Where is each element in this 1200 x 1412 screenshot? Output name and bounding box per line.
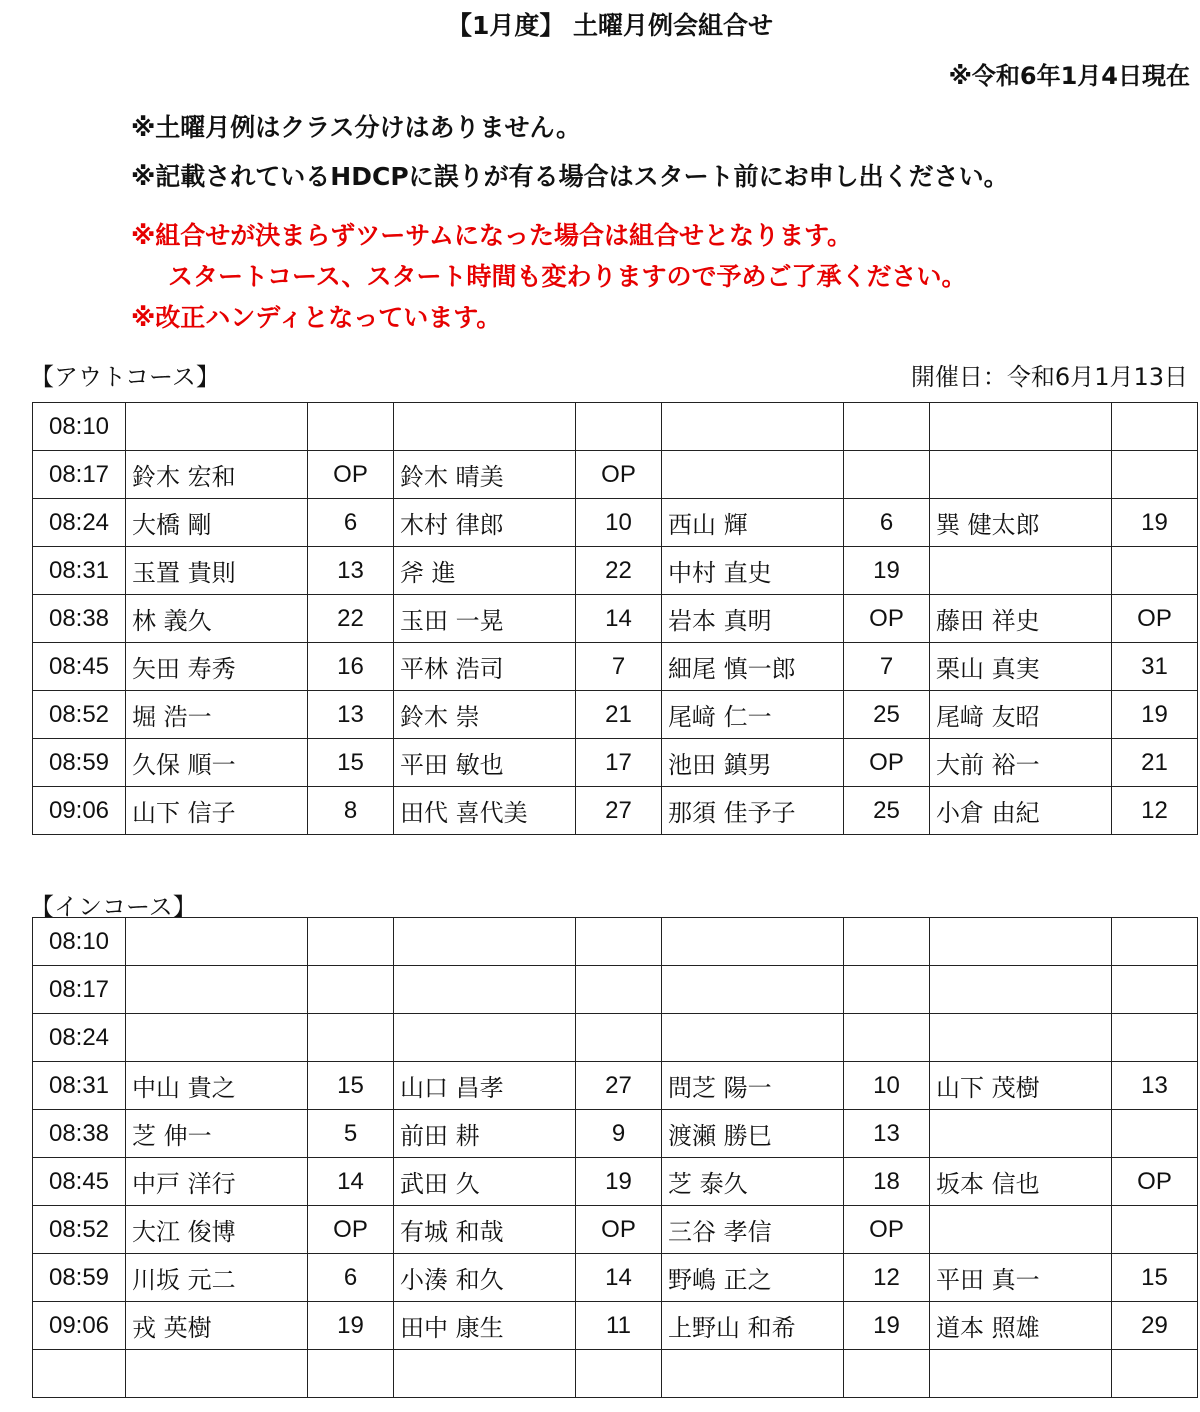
player-handicap — [844, 403, 930, 451]
player-name — [126, 1014, 308, 1062]
player-handicap: 19 — [844, 1302, 930, 1350]
player-handicap — [308, 403, 394, 451]
table-row — [33, 1254, 1198, 1302]
player-name — [662, 1350, 844, 1398]
player-name: 斧 進 — [394, 547, 576, 595]
player-name — [662, 451, 844, 499]
player-name — [662, 1014, 844, 1062]
table-row — [33, 1158, 1198, 1206]
player-handicap — [308, 966, 394, 1014]
player-name — [930, 1350, 1112, 1398]
player-name: 玉田 一晃 — [394, 595, 576, 643]
player-handicap — [576, 1350, 662, 1398]
player-handicap: 13 — [308, 547, 394, 595]
red-note-revised-handicap: ※改正ハンディとなっています。 — [131, 303, 502, 332]
player-name: 野嶋 正之 — [662, 1254, 844, 1302]
player-handicap: OP — [1112, 595, 1198, 643]
table-row — [33, 1014, 1198, 1062]
table-row — [33, 966, 1198, 1014]
player-handicap — [1112, 1110, 1198, 1158]
player-name: 鈴木 崇 — [394, 691, 576, 739]
table-row — [33, 1206, 1198, 1254]
player-name: 巽 健太郎 — [930, 499, 1112, 547]
player-handicap: 10 — [576, 499, 662, 547]
tee-time: 08:10 — [33, 918, 126, 966]
tee-time: 08:17 — [33, 451, 126, 499]
player-name: 戎 英樹 — [126, 1302, 308, 1350]
player-name: 中村 直史 — [662, 547, 844, 595]
player-name — [126, 918, 308, 966]
tee-time: 08:31 — [33, 547, 126, 595]
player-handicap — [576, 1014, 662, 1062]
player-handicap — [1112, 1014, 1198, 1062]
player-handicap: 7 — [844, 643, 930, 691]
player-name: 芝 伸一 — [126, 1110, 308, 1158]
out-course-table — [32, 402, 1198, 835]
in-course-label: 【インコース】 — [30, 893, 197, 921]
table-row — [33, 1062, 1198, 1110]
player-handicap — [1112, 1206, 1198, 1254]
player-name: 平田 真一 — [930, 1254, 1112, 1302]
player-handicap — [1112, 966, 1198, 1014]
player-handicap: 27 — [576, 1062, 662, 1110]
player-handicap: OP — [844, 595, 930, 643]
table-row — [33, 1302, 1198, 1350]
player-name: 小倉 由紀 — [930, 787, 1112, 835]
player-handicap: 14 — [576, 1254, 662, 1302]
player-handicap — [576, 966, 662, 1014]
tee-time: 08:24 — [33, 499, 126, 547]
player-handicap: 25 — [844, 691, 930, 739]
player-name: 平田 敏也 — [394, 739, 576, 787]
player-name: 芝 泰久 — [662, 1158, 844, 1206]
player-name: 前田 耕 — [394, 1110, 576, 1158]
player-name: 大橋 剛 — [126, 499, 308, 547]
player-name: 木村 律郎 — [394, 499, 576, 547]
tee-time: 08:31 — [33, 1062, 126, 1110]
tee-time: 08:59 — [33, 1254, 126, 1302]
player-name — [394, 1350, 576, 1398]
player-handicap — [1112, 403, 1198, 451]
player-handicap: 31 — [1112, 643, 1198, 691]
player-name: 武田 久 — [394, 1158, 576, 1206]
player-name: 栗山 真実 — [930, 643, 1112, 691]
player-handicap: 21 — [576, 691, 662, 739]
player-handicap: 9 — [576, 1110, 662, 1158]
player-name: 細尾 慎一郎 — [662, 643, 844, 691]
tee-time: 08:52 — [33, 691, 126, 739]
player-handicap: 13 — [308, 691, 394, 739]
player-handicap — [844, 451, 930, 499]
player-name — [930, 1110, 1112, 1158]
player-name — [394, 918, 576, 966]
player-handicap — [844, 1014, 930, 1062]
player-name — [662, 403, 844, 451]
player-handicap: 19 — [1112, 499, 1198, 547]
player-handicap: 19 — [308, 1302, 394, 1350]
player-name: 尾﨑 友昭 — [930, 691, 1112, 739]
player-name: 尾﨑 仁一 — [662, 691, 844, 739]
player-handicap: 29 — [1112, 1302, 1198, 1350]
player-handicap: 18 — [844, 1158, 930, 1206]
player-name: 渡瀬 勝巳 — [662, 1110, 844, 1158]
event-date: 開催日：令和6月1月13日 — [910, 363, 1188, 391]
in-course-table — [32, 917, 1198, 1398]
player-handicap: 15 — [308, 1062, 394, 1110]
player-handicap: OP — [1112, 1158, 1198, 1206]
player-name: 田中 康生 — [394, 1302, 576, 1350]
player-handicap: 12 — [1112, 787, 1198, 835]
as-of-date: ※令和6年1月4日現在 — [948, 62, 1190, 90]
player-handicap: 11 — [576, 1302, 662, 1350]
player-handicap: 6 — [308, 1254, 394, 1302]
player-name — [662, 966, 844, 1014]
player-handicap — [308, 1350, 394, 1398]
table-row — [33, 451, 1198, 499]
player-name — [930, 1014, 1112, 1062]
player-handicap: 5 — [308, 1110, 394, 1158]
player-name: 堀 浩一 — [126, 691, 308, 739]
player-handicap — [844, 966, 930, 1014]
note-hdcp-error: ※記載されているHDCPに誤りが有る場合はスタート前にお申し出ください。 — [131, 162, 1009, 191]
player-name — [930, 547, 1112, 595]
player-name — [126, 966, 308, 1014]
tee-time: 08:17 — [33, 966, 126, 1014]
player-handicap: 7 — [576, 643, 662, 691]
player-name: 久保 順一 — [126, 739, 308, 787]
player-handicap: 10 — [844, 1062, 930, 1110]
player-name: 池田 鎮男 — [662, 739, 844, 787]
player-name: 小湊 和久 — [394, 1254, 576, 1302]
player-name: 玉置 貴則 — [126, 547, 308, 595]
player-name: 田代 喜代美 — [394, 787, 576, 835]
table-row — [33, 403, 1198, 451]
tee-time: 08:45 — [33, 643, 126, 691]
player-handicap: OP — [308, 451, 394, 499]
player-name — [930, 403, 1112, 451]
player-handicap: 15 — [308, 739, 394, 787]
player-handicap — [576, 403, 662, 451]
player-handicap: 25 — [844, 787, 930, 835]
player-name: 藤田 祥史 — [930, 595, 1112, 643]
player-handicap — [844, 918, 930, 966]
player-name: 平林 浩司 — [394, 643, 576, 691]
note-no-class-division: ※土曜月例はクラス分けはありません。 — [131, 113, 582, 142]
player-handicap: 6 — [308, 499, 394, 547]
player-handicap — [576, 918, 662, 966]
page-title: 【1月度】 土曜月例会組合せ — [446, 11, 774, 40]
player-handicap: 12 — [844, 1254, 930, 1302]
player-name: 西山 輝 — [662, 499, 844, 547]
tee-time: 08:38 — [33, 595, 126, 643]
player-name — [126, 1350, 308, 1398]
player-handicap: 21 — [1112, 739, 1198, 787]
player-name: 山口 昌孝 — [394, 1062, 576, 1110]
player-name: 大前 裕一 — [930, 739, 1112, 787]
player-name — [662, 918, 844, 966]
tee-time: 09:06 — [33, 1302, 126, 1350]
player-name: 大江 俊博 — [126, 1206, 308, 1254]
player-handicap — [1112, 547, 1198, 595]
player-name: 問芝 陽一 — [662, 1062, 844, 1110]
player-handicap: 14 — [576, 595, 662, 643]
player-handicap: 19 — [844, 547, 930, 595]
player-handicap: 14 — [308, 1158, 394, 1206]
player-name — [394, 1014, 576, 1062]
player-handicap: 19 — [576, 1158, 662, 1206]
player-handicap: 17 — [576, 739, 662, 787]
player-handicap: OP — [308, 1206, 394, 1254]
tee-time: 08:38 — [33, 1110, 126, 1158]
table-row — [33, 787, 1198, 835]
player-name: 鈴木 晴美 — [394, 451, 576, 499]
player-handicap — [1112, 1350, 1198, 1398]
player-name: 中戸 洋行 — [126, 1158, 308, 1206]
player-name: 鈴木 宏和 — [126, 451, 308, 499]
player-handicap: 27 — [576, 787, 662, 835]
table-row — [33, 643, 1198, 691]
player-name: 林 義久 — [126, 595, 308, 643]
player-handicap: OP — [844, 1206, 930, 1254]
table-row — [33, 918, 1198, 966]
player-name: 山下 茂樹 — [930, 1062, 1112, 1110]
player-handicap: OP — [576, 451, 662, 499]
player-name: 中山 貴之 — [126, 1062, 308, 1110]
table-row — [33, 595, 1198, 643]
player-handicap: 6 — [844, 499, 930, 547]
player-handicap: 13 — [844, 1110, 930, 1158]
player-name — [394, 966, 576, 1014]
player-handicap: OP — [844, 739, 930, 787]
tee-time: 08:24 — [33, 1014, 126, 1062]
player-handicap: 22 — [308, 595, 394, 643]
player-name: 上野山 和希 — [662, 1302, 844, 1350]
player-name — [930, 966, 1112, 1014]
table-row — [33, 1350, 1198, 1398]
player-handicap: 13 — [1112, 1062, 1198, 1110]
tee-time: 08:10 — [33, 403, 126, 451]
table-row — [33, 547, 1198, 595]
player-name — [394, 403, 576, 451]
tee-time: 09:06 — [33, 787, 126, 835]
player-handicap: 19 — [1112, 691, 1198, 739]
table-row — [33, 691, 1198, 739]
player-name: 岩本 真明 — [662, 595, 844, 643]
player-name: 坂本 信也 — [930, 1158, 1112, 1206]
out-course-label: 【アウトコース】 — [30, 363, 220, 391]
player-handicap: 22 — [576, 547, 662, 595]
player-name: 山下 信子 — [126, 787, 308, 835]
player-name — [930, 1206, 1112, 1254]
player-handicap — [844, 1350, 930, 1398]
player-name: 矢田 寿秀 — [126, 643, 308, 691]
player-name: 川坂 元二 — [126, 1254, 308, 1302]
tee-time: 08:59 — [33, 739, 126, 787]
player-handicap: 8 — [308, 787, 394, 835]
player-handicap — [308, 918, 394, 966]
player-name — [930, 451, 1112, 499]
player-handicap: 15 — [1112, 1254, 1198, 1302]
red-note-start-change: スタートコース、スタート時間も変わりますので予めご了承ください。 — [168, 262, 967, 291]
tee-time: 08:45 — [33, 1158, 126, 1206]
player-name — [126, 403, 308, 451]
tee-time: 08:52 — [33, 1206, 126, 1254]
player-handicap: OP — [576, 1206, 662, 1254]
player-handicap — [1112, 451, 1198, 499]
player-handicap — [308, 1014, 394, 1062]
player-name: 有城 和哉 — [394, 1206, 576, 1254]
red-note-twosome: ※組合せが決まらずツーサムになった場合は組合せとなります。 — [131, 221, 853, 250]
table-row — [33, 739, 1198, 787]
player-name — [930, 918, 1112, 966]
table-row — [33, 499, 1198, 547]
player-handicap — [1112, 918, 1198, 966]
table-row — [33, 1110, 1198, 1158]
player-handicap: 16 — [308, 643, 394, 691]
player-name: 道本 照雄 — [930, 1302, 1112, 1350]
tee-time — [33, 1350, 126, 1398]
player-name: 三谷 孝信 — [662, 1206, 844, 1254]
player-name: 那須 佳予子 — [662, 787, 844, 835]
